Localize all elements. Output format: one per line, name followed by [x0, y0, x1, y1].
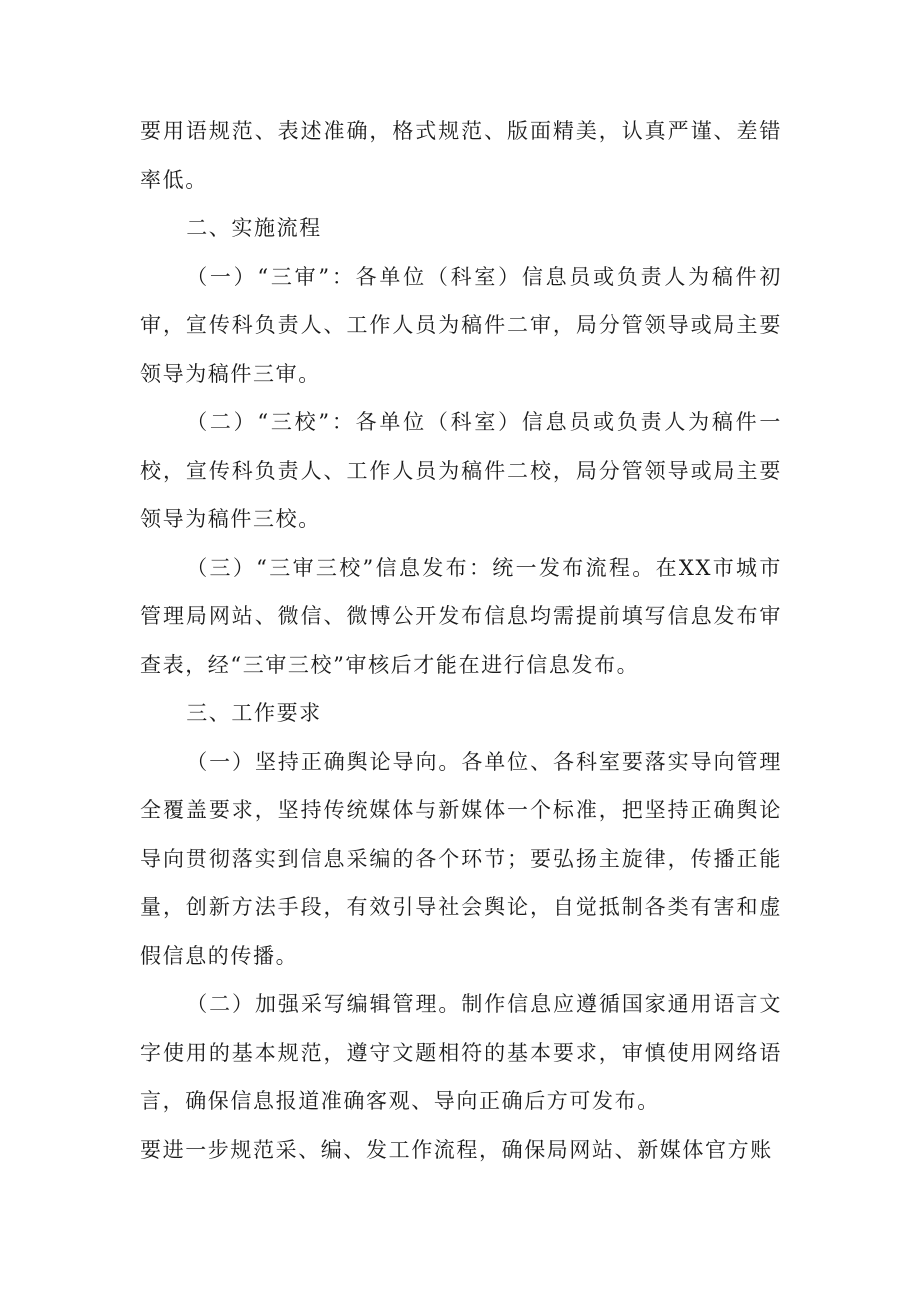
paragraph-continuation: 要用语规范、表述准确，格式规范、版面精美，认真严谨、差错率低。 [140, 119, 782, 192]
paragraph-three-proofreads: （二）“三校”：各单位（科室）信息员或负责人为稿件一校，宣传科负责人、工作人员为稿件二校，局分管领导或局主要领导为稿件三校。 [140, 410, 782, 531]
paragraph-public-opinion-guidance: （一）坚持正确舆论导向。各单位、各科室要落实导向管理全覆盖要求，坚持传统媒体与新媒体一个标准，把坚持正确舆论导向贯彻落实到信息采编的各个环节；要弘扬主旋律，传播正能量，创新方法手段，有效引导社会舆论，自觉抵制各类有害和虚假信息的传播。 [140, 749, 782, 968]
section-heading-work-requirements: 三、工作要求 [186, 701, 322, 725]
paragraph-three-reviews: （一）“三审”：各单位（科室）信息员或负责人为稿件初审，宣传科负责人、工作人员为稿件二审，局分管领导或局主要领导为稿件三审。 [140, 264, 782, 386]
document-body [140, 107, 782, 1174]
paragraph-information-release: （三）“三审三校”信息发布：统一发布流程。在XX市城市管理局网站、微信、微博公开发布信息均需提前填写信息发布审查表，经“三审三校”审核后才能在进行信息发布。 [140, 555, 782, 677]
paragraph-workflow-standardization: 要进一步规范采、编、发工作流程，确保局网站、新媒体官方账 [140, 1137, 773, 1162]
section-heading-implementation-process: 二、实施流程 [186, 216, 322, 240]
paragraph-editing-management: （二）加强采写编辑管理。制作信息应遵循国家通用语言文字使用的基本规范，遵守文题相符的基本要求，审慎使用网络语言，确保信息报道准确客观、导向正确后方可发布。 [140, 992, 782, 1113]
